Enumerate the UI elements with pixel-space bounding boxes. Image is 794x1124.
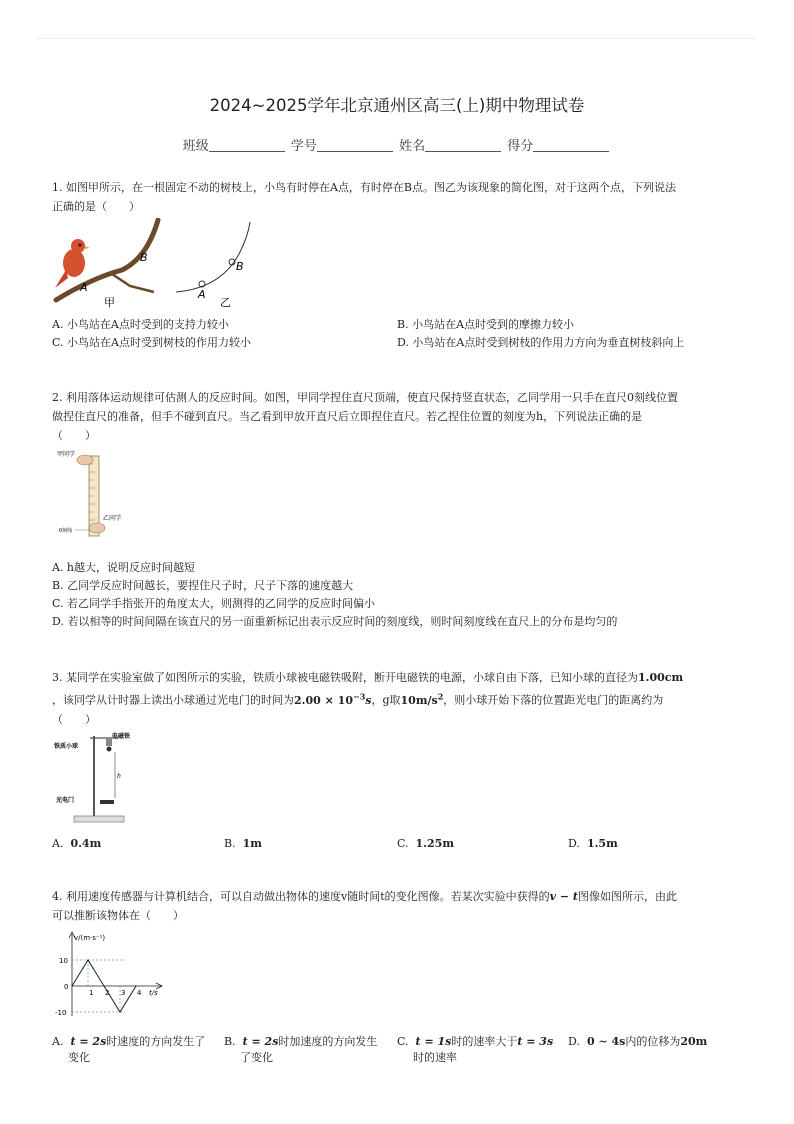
q3-option-c[interactable]: C. 1.25m bbox=[397, 837, 454, 850]
q2-option-a[interactable]: A. h越大，说明反应时间越短 bbox=[52, 561, 196, 574]
score-blank bbox=[533, 139, 609, 152]
q2-line2: 做捏住直尺的准备，但手不碰到直尺。当乙看到甲放开直尺后立即捏住直尺。若乙捏住位置的刻度为h，下列说法正确的是 bbox=[52, 410, 643, 423]
page-top-rule bbox=[37, 38, 757, 39]
class-blank bbox=[209, 139, 285, 152]
q1-fig-label-yi: 乙 bbox=[220, 296, 231, 309]
q3-line1: 3. 某同学在实验室做了如图所示的实验，铁质小球被电磁铁吸附，断开电磁铁的电源，小球自由下落，已知小球的直径为1.00cm bbox=[52, 671, 684, 684]
q3-option-a[interactable]: A. 0.4m bbox=[52, 837, 102, 850]
vt-point-0 bbox=[71, 985, 72, 986]
q2-option-b[interactable]: B. 乙同学反应时间越长，要捏住尺子时，尺子下落的速度越大 bbox=[52, 579, 354, 592]
q4-option-d[interactable]: D. 0 ∼ 4s内的位移为20m bbox=[568, 1035, 708, 1048]
q4-option-c[interactable]: C. t = 1s时的速率大于t = 3s 时的速率 bbox=[397, 1035, 554, 1064]
x-tick-2: 2 bbox=[105, 989, 110, 997]
q1-fig-label-b: B bbox=[140, 251, 148, 264]
q3-fig-label-magnet: 电磁铁 bbox=[112, 733, 131, 740]
q2-fig-label-zero: 0刻线 bbox=[59, 528, 73, 534]
q3-option-b[interactable]: B. 1m bbox=[224, 837, 262, 850]
y-tick-10: 10 bbox=[59, 957, 68, 965]
vt-chart bbox=[52, 928, 172, 1020]
ball-diameter-value: 1.00cm bbox=[638, 671, 684, 684]
q4-line1: 4. 利用速度传感器与计算机结合，可以自动做出物体的速度v随时间t的变化图像。若某次实验中获得的v − t图像如图所示，由此 bbox=[52, 890, 677, 903]
vt-point-4 bbox=[135, 985, 136, 986]
hand-top-icon bbox=[77, 455, 93, 465]
q2-option-d[interactable]: D. 若以相等的时间间隔在该直尺的另一面重新标记出表示反应时间的刻度线，则时间刻度线在直尺上的分布是均匀的 bbox=[52, 615, 618, 628]
gate-time-value: $2.00 \times 10^{-3}s$ bbox=[294, 691, 372, 707]
q3-figure bbox=[52, 730, 142, 825]
q3-option-d[interactable]: D. 1.5m bbox=[568, 837, 618, 850]
q3-fig-label-h: h bbox=[117, 773, 121, 780]
name-blank bbox=[425, 139, 501, 152]
q2-fig-label-jia: 甲同学 bbox=[57, 451, 76, 458]
y-axis-label: v/(m·s⁻¹) bbox=[74, 934, 106, 942]
question-4-stem bbox=[52, 887, 742, 925]
x-tick-4: 4 bbox=[137, 989, 142, 997]
vt-point-1 bbox=[87, 959, 88, 960]
q2-figure bbox=[55, 448, 135, 540]
q4-option-b[interactable]: B. t = 2s时加速度的方向发生 了变化 bbox=[224, 1035, 378, 1064]
vt-symbol: v − t bbox=[549, 890, 578, 903]
q1-fig2-label-a: A bbox=[198, 288, 206, 301]
q1-option-a[interactable]: A. 小鸟站在A点时受到的支持力较小 bbox=[52, 318, 229, 331]
q1-fig2-label-b: B bbox=[236, 260, 244, 273]
q1-line1: 1. 如图甲所示，在一根固定不动的树枝上，小鸟有时停在A点，有时停在B点。图乙为该现象的简化图，对于这两个点，下列说法 bbox=[52, 181, 677, 194]
x-tick-1: 1 bbox=[89, 989, 94, 997]
gravity-value: $10m/s^2$ bbox=[400, 691, 444, 707]
student-info-row bbox=[0, 135, 794, 154]
name-label: 姓名 bbox=[399, 139, 426, 154]
q1-figure bbox=[52, 218, 262, 310]
class-label: 班级 bbox=[182, 139, 209, 154]
x-tick-3: 3 bbox=[121, 989, 126, 997]
q1-fig-label-jia: 甲 bbox=[104, 296, 115, 309]
origin-label: 0 bbox=[64, 983, 69, 991]
score-label: 得分 bbox=[507, 139, 534, 154]
bird-head-icon bbox=[71, 239, 85, 253]
question-2-stem bbox=[52, 388, 742, 445]
q1-line2: 正确的是（ ） bbox=[52, 200, 140, 213]
vt-point-3 bbox=[119, 1011, 120, 1012]
stand-base-shape bbox=[74, 816, 124, 822]
page-title: 2024~2025学年北京通州区高三(上)期中物理试卷 bbox=[209, 96, 585, 115]
q2-fig-label-yi: 乙同学 bbox=[103, 515, 122, 522]
q1-fig-label-a: A bbox=[80, 281, 88, 294]
hand-bottom-icon bbox=[89, 523, 105, 533]
q3-fig-label-gate: 光电门 bbox=[56, 797, 75, 804]
q1-option-c[interactable]: C. 小鸟站在A点时受到树枝的作用力较小 bbox=[52, 336, 251, 349]
q3-line2: ，该同学从计时器上读出小球通过光电门的时间为$2.00 \times 10^{-3}s$，g取$10m/s^2$，则小球开始下落的位置距光电门的距离约为 bbox=[52, 691, 664, 707]
q1-option-d[interactable]: D. 小鸟站在A点时受到树枝的作用力方向为垂直树枝斜向上 bbox=[397, 336, 685, 349]
twig-shape bbox=[112, 274, 154, 292]
q2-line3: （ ） bbox=[52, 429, 96, 442]
photogate-icon bbox=[100, 800, 114, 804]
number-label: 学号 bbox=[290, 139, 317, 154]
x-axis-label: t/s bbox=[149, 989, 158, 997]
number-blank bbox=[317, 139, 393, 152]
question-3-stem bbox=[52, 668, 742, 729]
vt-point-2 bbox=[103, 985, 104, 986]
q3-line3: （ ） bbox=[52, 712, 96, 726]
question-1-stem bbox=[52, 178, 742, 216]
y-tick-neg10: -10 bbox=[55, 1009, 67, 1017]
q2-line1: 2. 利用落体运动规律可估测人的反应时间。如图，甲同学捏住直尺顶端，使直尺保持竖直状态，乙同学用一只手在直尺0刻线位置 bbox=[52, 391, 678, 404]
q3-fig-label-ball: 铁质小球 bbox=[54, 743, 79, 750]
q4-line2: 可以推断该物体在（ ） bbox=[52, 909, 184, 922]
q4-option-a[interactable]: A. t = 2s时速度的方向发生了 变化 bbox=[52, 1035, 206, 1064]
iron-ball-icon bbox=[107, 747, 112, 752]
q1-option-b[interactable]: B. 小鸟站在A点时受到的摩擦力较小 bbox=[397, 318, 575, 331]
simplified-branch-shape bbox=[176, 222, 250, 292]
q2-option-c[interactable]: C. 若乙同学手指张开的角度太大，则测得的乙同学的反应时间偏小 bbox=[52, 597, 376, 610]
